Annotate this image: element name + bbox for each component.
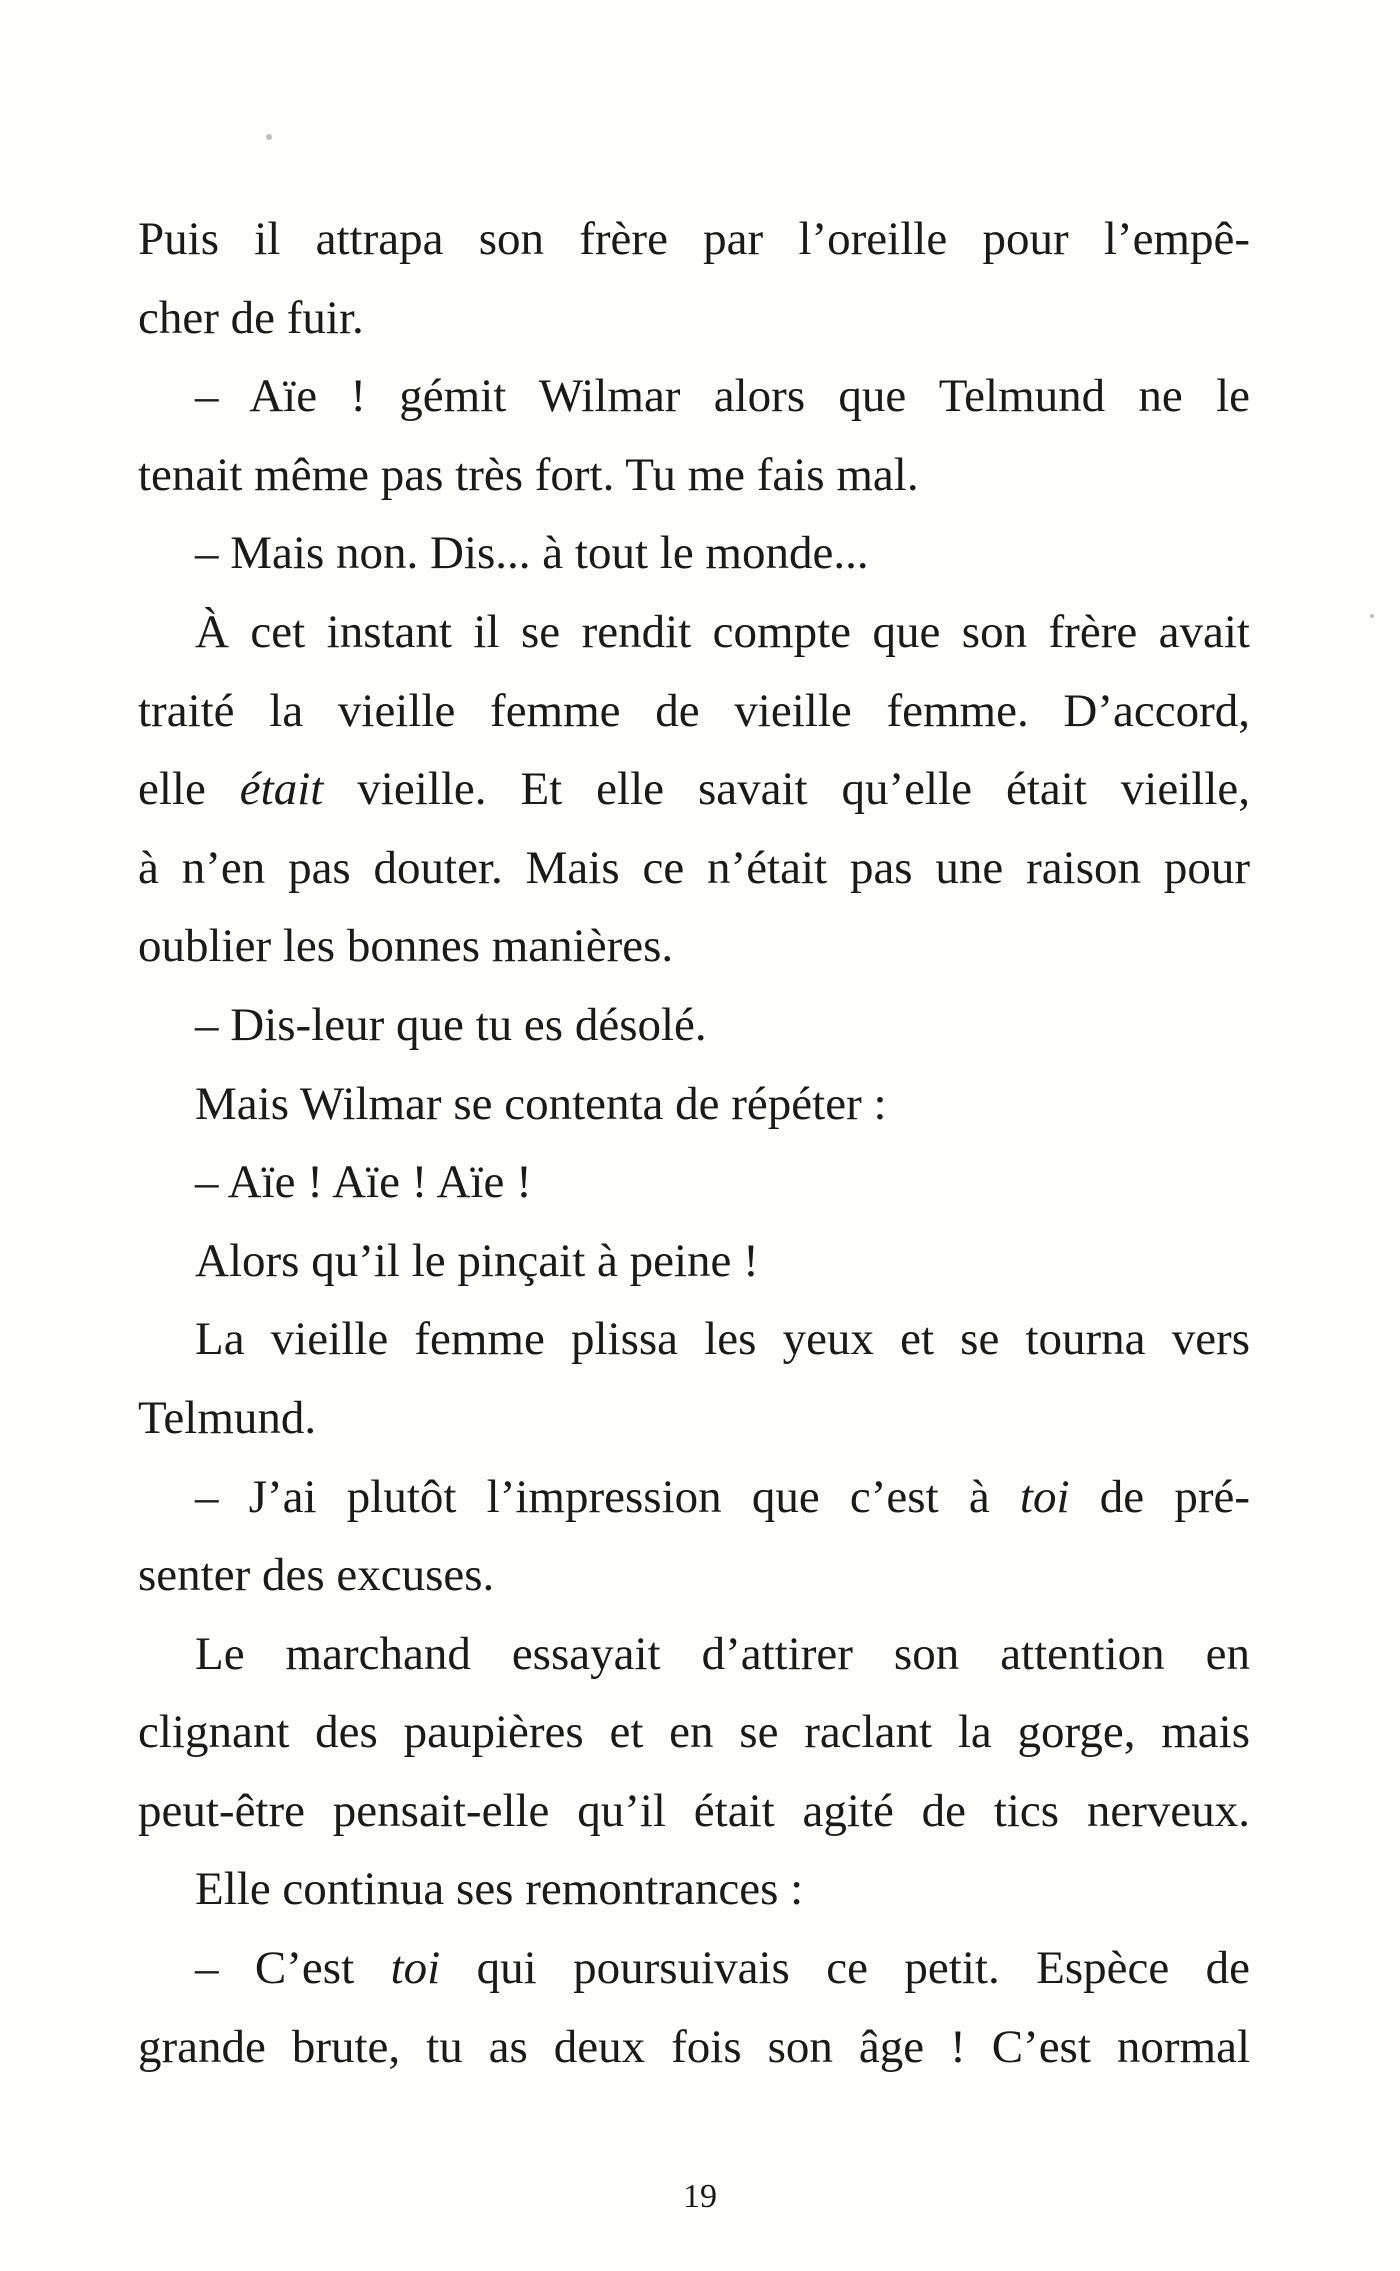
text-line: peut-être pensait-elle qu’il était agité de tics nerveux. xyxy=(138,1784,1250,1837)
text-line: Telmund. xyxy=(138,1391,317,1444)
page-number: 19 xyxy=(683,2178,717,2215)
text-line: elle était vieille. Et elle savait qu’elle était vieille, xyxy=(138,763,1251,816)
text-line: grande brute, tu as deux fois son âge ! C’est normal xyxy=(138,2020,1250,2073)
paragraph-start: Mais Wilmar se contenta de répéter : xyxy=(195,1077,887,1130)
paragraph-start: La vieille femme plissa les yeux et se tourna vers xyxy=(195,1313,1250,1366)
text-line: tenait même pas très fort. Tu me fais mal. xyxy=(138,448,919,501)
dialogue-line: – Aïe ! Aïe ! Aïe ! xyxy=(195,1156,532,1209)
dialogue-line: – Dis-leur que tu es désolé. xyxy=(195,998,707,1051)
paper-speck xyxy=(266,134,272,140)
paragraph-start: Alors qu’il le pinçait à peine ! xyxy=(195,1234,759,1287)
paragraph-start: À cet instant il se rendit compte que son frère avait xyxy=(195,605,1250,658)
text-line: oublier les bonnes manières. xyxy=(138,920,674,973)
text-line: clignant des paupières et en se raclant la gorge, mais xyxy=(138,1706,1250,1759)
text-line: senter des excuses. xyxy=(138,1549,495,1602)
paragraph-start: Le marchand essayait d’attirer son attention en xyxy=(195,1627,1250,1680)
body-text xyxy=(138,200,1250,2086)
text-line: Puis il attrapa son frère par l’oreille pour l’empê- xyxy=(138,213,1250,265)
dialogue-line: – Aïe ! gémit Wilmar alors que Telmund ne le xyxy=(195,370,1250,423)
dialogue-line: – C’est toi qui poursuivais ce petit. Espèce de xyxy=(195,1942,1250,1995)
paper-speck xyxy=(1370,614,1374,618)
text-line: traité la vieille femme de vieille femme. D’accord, xyxy=(138,684,1250,737)
emphasis-text: toi xyxy=(1019,1470,1070,1523)
text-line: cher de fuir. xyxy=(138,291,364,344)
text-line: à n’en pas douter. Mais ce n’était pas une raison pour xyxy=(138,841,1250,894)
paragraph-start: Elle continua ses remontrances : xyxy=(195,1863,804,1916)
emphasis-text: toi xyxy=(390,1942,441,1995)
dialogue-line: – Mais non. Dis... à tout le monde... xyxy=(195,527,869,580)
emphasis-text: était xyxy=(239,763,324,816)
dialogue-line: – J’ai plutôt l’impression que c’est à toi de pré- xyxy=(195,1470,1250,1523)
